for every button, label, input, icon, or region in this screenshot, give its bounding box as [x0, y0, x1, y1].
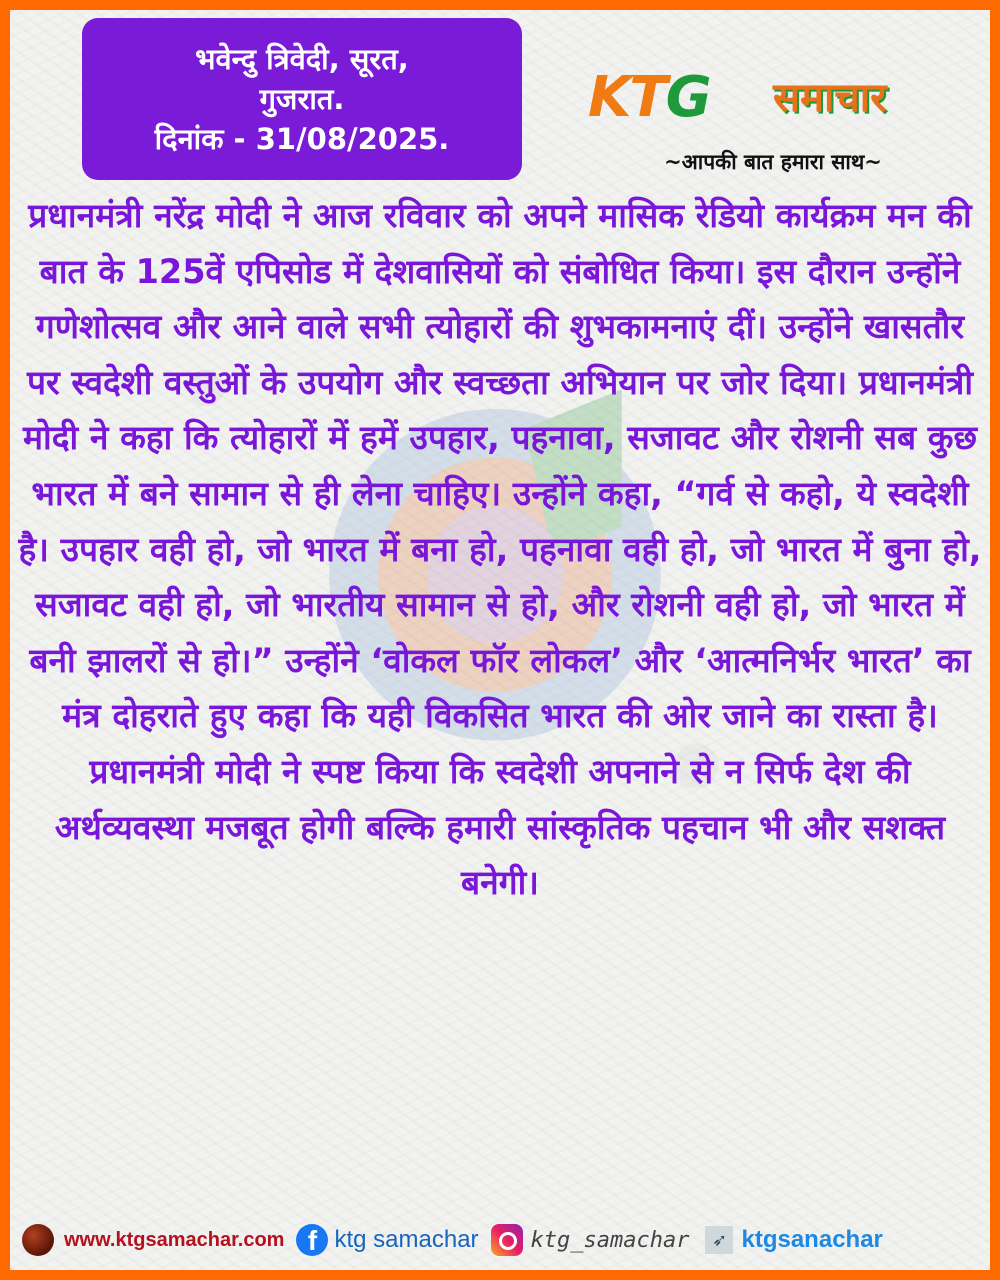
facebook-text: ktg samachar: [334, 1226, 479, 1253]
website-link[interactable]: [10, 1224, 284, 1256]
logo-tagline: ~आपकी बात हमारा साथ~: [664, 150, 882, 174]
footer-bar: [10, 1210, 990, 1270]
ktg-logo-hindi: समाचार: [773, 75, 887, 121]
globe-icon: [22, 1224, 54, 1256]
facebook-icon: f: [296, 1224, 328, 1256]
twitter-link[interactable]: [689, 1226, 882, 1254]
ktg-logo: [588, 64, 958, 134]
byline-author: भवेन्दु त्रिवेदी, सूरत,: [195, 42, 409, 76]
instagram-icon: [491, 1224, 523, 1256]
ktg-logo-letters: KTG: [588, 65, 710, 130]
byline-box: [82, 18, 522, 180]
twitter-text: ktgsanachar: [741, 1226, 883, 1253]
instagram-link[interactable]: [479, 1224, 690, 1256]
byline-date: दिनांक - 31/08/2025.: [154, 122, 450, 156]
twitter-icon: ➶: [705, 1226, 733, 1254]
byline-state: गुजरात.: [259, 82, 345, 116]
news-poster: [10, 10, 990, 1270]
article-body: प्रधानमंत्री नरेंद्र मोदी ने आज रविवार को अपने मासिक रेडियो कार्यक्रम मन की बात के 125वें एपिसोड में देशवासियों को संबोधित किया। इस दौरान उन्होंने गणेशोत्सव और आने वाले सभी त्योहारों की शुभकामनाएं दीं। उन्होंने खासतौर पर स्वदेशी वस्तुओं के उपयोग और स्वच्छता अभियान पर जोर दिया। प्रधानमंत्री मोदी ने कहा कि त्योहारों में हमें उपहार, पहनावा, सजावट और रोशनी सब कुछ भारत में बने सामान से ही लेना चाहिए। उन्होंने कहा, “गर्व से कहो, ये स्वदेशी है। उपहार वही हो, जो भारत में बना हो, पहनावा वही हो, जो भारत में बुना हो, सजावट वही हो, जो भारतीय सामान से हो, और रोशनी वही हो, जो भारत में बनी झालरों से हो।” उन्होंने ‘वोकल फॉर लोकल’ और ‘आत्मनिर्भर भारत’ का मंत्र दोहराते हुए कहा कि यही विकसित भारत की ओर जाने का रास्ता है। प्रधानमंत्री मोदी ने स्पष्ट किया कि स्वदेशी अपनाने से न सिर्फ देश की अर्थव्यवस्था मजबूत होगी बल्कि हमारी सांस्कृतिक पहचान भी और सशक्त बनेगी।: [18, 196, 982, 903]
facebook-link[interactable]: [284, 1224, 478, 1256]
instagram-text: ktg_samachar: [530, 1227, 690, 1253]
website-text: www.ktgsamachar.com: [64, 1228, 285, 1251]
